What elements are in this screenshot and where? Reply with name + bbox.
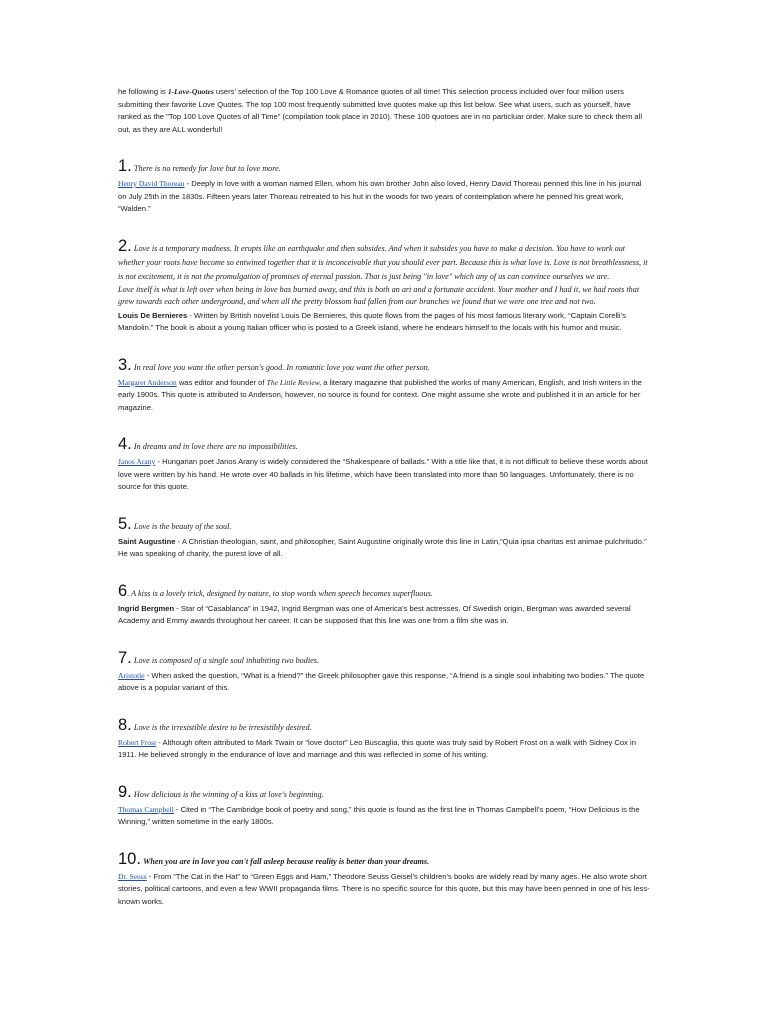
intro-prefix: he following is <box>118 87 168 96</box>
quote-text: In dreams and in love there are no impossibilities. <box>133 442 298 451</box>
quote-number: 2. <box>118 236 132 255</box>
quote-entry-6 <box>118 581 650 628</box>
quote-number: 7. <box>118 648 132 667</box>
quote-number: 10. <box>118 849 141 868</box>
author-link[interactable]: Thomas Campbell <box>118 804 174 814</box>
quote-description: - Hungarian poet Janos Arany is widely considered the “Shakespeare of ballads.” With a title like that, it is not difficult to believe these words about love were written by his hand. He wrote over 40 ballads in his lifetime, which have been translated into more than 50 languages. Unfortunately, there is no source for this quote. <box>118 457 648 491</box>
document-page <box>118 86 650 931</box>
quote-entry-7 <box>118 648 650 695</box>
quote-text: When you are in love you can't fall asleep because reality is better than your dreams. <box>143 856 430 866</box>
quote-description-cont: a literary magazine that published the works of many American, English, and Irish writers in the early 1900s. This quote is attributed to Anderson, however, no source is found for context. One might assume she wrote and published it in an article for her magazine. <box>118 377 642 412</box>
site-name: 1-Love-Quotes <box>167 87 214 96</box>
quote-entry-2 <box>118 236 650 335</box>
quote-text: In real love you want the other person's good. In romantic love you want the other person. <box>133 362 430 372</box>
quote-description: - Cited in “The Cambridge book of poetry and song,” this quote is found as the first line in Thomas Campbell’s poem, “How Delicious is the Winning,” written sometime in the early 1800s. <box>118 804 640 826</box>
magazine-title: The Little Review, <box>266 377 322 387</box>
author-link[interactable]: Janos Arany <box>118 457 156 466</box>
quote-entry-5 <box>118 514 650 561</box>
author-name: Ingrid Bergmen <box>118 603 175 613</box>
quote-number: 1. <box>118 157 132 175</box>
quote-entry-1 <box>118 159 650 216</box>
quote-number: 3. <box>118 355 132 374</box>
quote-number: 6 <box>118 581 128 600</box>
quote-number: 5. <box>118 514 132 533</box>
quote-entry-3 <box>118 355 650 415</box>
quote-text: Love is the irresistible desire to be irresistibly desired. <box>133 722 312 732</box>
quote-description: - Star of “Casablanca” in 1942, Ingrid Bergman was one of America’s best actresses. Of Swedish origin, Bergman was awarded several Academy and Emmy awards throughout her career. It can be supposed that this line was one from a film she was in. <box>118 603 631 625</box>
quote-number: 8. <box>118 715 132 734</box>
quote-number: 9. <box>118 782 132 801</box>
quote-description: - A Christian theologian, saint, and philosopher, Saint Augustine originally wrote this line in Latin,“Quia ipsa charitas est animae pulchritudo.” He was speaking of charity, the purest love of all. <box>118 536 647 558</box>
author-link[interactable]: Margaret Anderson <box>118 377 177 387</box>
quote-entry-9 <box>118 782 650 829</box>
author-name: Louis De Bernieres <box>118 310 188 320</box>
quote-text: Love is a temporary madness. It erupts like an earthquake and then subsides. And when it subsides you have to make a decision. You have to work out whether your roots have become so entwined together that it is inconceivable that you should ever part. Because this is what love is. Love is not breathlessness, it is not excitement, it is not the promulgation of promises of eternal passion. That is just being "in love" which any of us can convince ourselves we are. <box>118 243 648 281</box>
quote-description: - From “The Cat in the Hat” to “Green Eggs and Ham,” Theodore Seuss Geisel’s children’s books are widely read by many ages. He also wrote short stories, political cartoons, and even a few WWII propaganda films. There is no specific source for this quote, but this may have been penned in one of his less-known works. <box>118 871 650 906</box>
author-link[interactable]: Robert Frost <box>118 737 157 747</box>
intro-paragraph <box>118 86 650 136</box>
quote-text: Love is the beauty of the soul. <box>133 521 232 531</box>
quote-entry-10 <box>118 849 650 909</box>
quote-entry-8 <box>118 715 650 762</box>
quote-text: How delicious is the winning of a kiss at love's beginning. <box>133 789 324 799</box>
quote-number: 4. <box>118 435 132 453</box>
quote-entry-4 <box>118 437 650 494</box>
quote-text-continued: Love itself is what is left over when being in love has burned away, and this is both an art and a fortunate accident. Your mother and I had it, we had roots that grew towards each other underground, and when all the pretty blossom had fallen from our branches we found that we were one tree and not two. <box>118 284 640 306</box>
quote-text: . A kiss is a lovely trick, designed by nature, to stop words when speech becomes superfluous. <box>127 588 433 598</box>
author-name: Saint Augustine <box>118 536 176 546</box>
quote-text: Love is composed of a single soul inhabiting two bodies. <box>133 655 320 665</box>
quote-description: - Although often attributed to Mark Twain or “love doctor” Leo Buscaglia, this quote was truly said by Robert Frost on a walk with Sidney Cox in 1911. He believed strongly in the endurance of love and marriage and this was reflected in some of his writing. <box>118 737 636 759</box>
quote-description: was editor and founder of <box>176 377 267 387</box>
author-link[interactable]: Dr. Seuss <box>118 871 147 881</box>
quote-description: - Written by British novelist Louis De Bernieres, this quote flows from the pages of his most famous literary work, “Captain Corelli’s Mandolin.” The book is about a young Italian officer who is posted to a Greek island, where he endears himself to the locals with his humor and music. <box>118 310 626 332</box>
quote-description: - Deeply in love with a woman named Ellen, whom his own brother John also loved, Henry David Thoreau penned this line in his journal on July 25th in the 1830s. Fifteen years later Thoreau retreated to his hut in the woods for two years of contemplation where he penned his great work, “Walden.” <box>118 179 642 213</box>
author-link[interactable]: Aristotle <box>118 670 145 680</box>
quote-text: There is no remedy for love but to love more. <box>133 164 281 173</box>
author-link[interactable]: Henry David Thoreau <box>118 179 185 188</box>
quote-description: - When asked the question, “What is a friend?” the Greek philosopher gave this response, “A friend is a single soul inhabiting two bodies.” The quote above is a popular variant of this. <box>118 670 645 692</box>
intro-text: users' selection of the Top 100 Love & Romance quotes of all time! This selection process included over four million users submitting their favorite Love Quotes. The top 100 most frequently submitted love quotes make up this list below. See what users, such as yourself, have ranked as the "Top 100 Love Quotes of all Time" (compilation took place in 2010). These 100 quotoes are in no particluar order. Make sure to check them all out, as they are ALL wonderful! <box>118 87 643 134</box>
